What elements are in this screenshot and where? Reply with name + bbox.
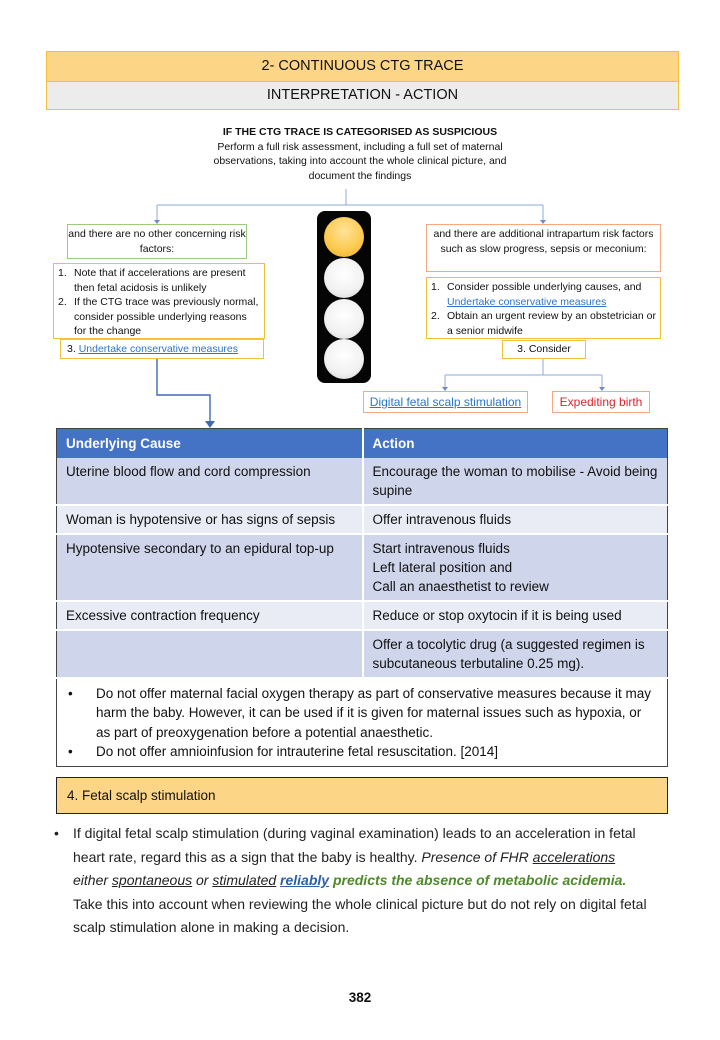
column-header: Action	[363, 429, 668, 458]
page-subtitle: INTERPRETATION - ACTION	[46, 81, 679, 110]
list-item: 2. If the CTG trace was previously normal, consider possible underlying reasons for the change	[58, 296, 259, 337]
left-steps-box	[53, 263, 265, 339]
right-condition-box: and there are additional intrapartum risk factors such as slow progress, sepsis or meconium:	[426, 224, 661, 272]
scalp-stimulation-option[interactable]	[363, 391, 528, 413]
consider-box: 3. Consider	[502, 340, 586, 359]
table-notes-row	[57, 678, 668, 767]
bullet-icon: •	[68, 744, 73, 759]
undertake-conservative-measures-link[interactable]: Undertake conservative measures	[78, 343, 239, 355]
right-steps-box	[426, 277, 661, 339]
section-heading: 4. Fetal scalp stimulation	[56, 777, 668, 814]
conservative-measures-table	[56, 428, 668, 767]
connector-line	[157, 359, 210, 422]
column-header: Underlying Cause	[57, 429, 363, 458]
off-lamp-icon	[324, 339, 364, 379]
off-lamp-icon	[324, 258, 364, 298]
list-item: 1. Note that if accelerations are present then fetal acidosis is unlikely	[58, 267, 246, 294]
left-step3-box: 3. Undertake conservative measures	[60, 339, 264, 359]
scalp-stimulation-paragraph: • If digital fetal scalp stimulation (during vaginal examination) leads to an acceleration in fetal heart rate, regard this as a sign that the baby is healthy. Presence of FHR accelerations either spontaneous or stimulated reliably predicts the absence of metabolic acidemia. Take this into account when reviewing the whole clinical picture but do not rely on digital fetal scalp stimulation alone in making a decision.	[54, 822, 654, 940]
table-row: Excessive contraction frequency Reduce or stop oxytocin if it is being used	[57, 601, 668, 630]
intro-text: Perform a full risk assessment, including a full set of maternal observations, taking into account the whole clinical picture, and document the findings	[213, 140, 507, 182]
list-item: 1. Consider possible underlying causes, and Undertake conservative measures	[431, 281, 642, 308]
page-number: 382	[348, 990, 372, 1005]
list-item: • Do not offer maternal facial oxygen therapy as part of conservative measures because it may harm the baby. However, it can be used if it is given for maternal issues such as hypoxia, or as part of preoxygenation before a potential anaesthetic.	[66, 684, 658, 743]
table-row: Uterine blood flow and cord compression Encourage the woman to mobilise - Avoid being supine	[57, 458, 668, 505]
green-emphasis: predicts the absence of metabolic acidemia.	[329, 872, 627, 888]
scalp-stimulation-link[interactable]: Digital fetal scalp stimulation	[369, 395, 522, 409]
flowchart-intro	[190, 125, 530, 183]
bullet-icon: •	[68, 685, 73, 701]
undertake-conservative-measures-link[interactable]: Undertake conservative measures	[447, 295, 607, 308]
expediting-birth-option: Expediting birth	[552, 391, 650, 413]
table-row: Woman is hypotensive or has signs of sepsis Offer intravenous fluids	[57, 505, 668, 534]
intro-heading: IF THE CTG TRACE IS CATEGORISED AS SUSPICIOUS	[222, 126, 498, 138]
arrow-head-icon	[205, 421, 215, 428]
left-condition-box: and there are no other concerning risk factors:	[67, 224, 247, 259]
reliably-emphasis: reliably	[280, 872, 330, 888]
traffic-light	[317, 211, 371, 383]
list-item: • Do not offer amnioinfusion for intrauterine fetal resuscitation. [2014]	[66, 742, 658, 762]
off-lamp-icon	[324, 299, 364, 339]
amber-lamp-icon	[324, 217, 364, 257]
page-title: 2- CONTINUOUS CTG TRACE	[46, 51, 679, 82]
table-header-row	[57, 429, 668, 458]
table-row: Hypotensive secondary to an epidural top-up Start intravenous fluids Left lateral position and Call an anaesthetist to review	[57, 534, 668, 601]
table-row: Offer a tocolytic drug (a suggested regimen is subcutaneous terbutaline 0.25 mg).	[57, 630, 668, 678]
list-item: 2. Obtain an urgent review by an obstetrician or a senior midwife	[431, 310, 656, 337]
bullet-icon: •	[54, 825, 59, 841]
